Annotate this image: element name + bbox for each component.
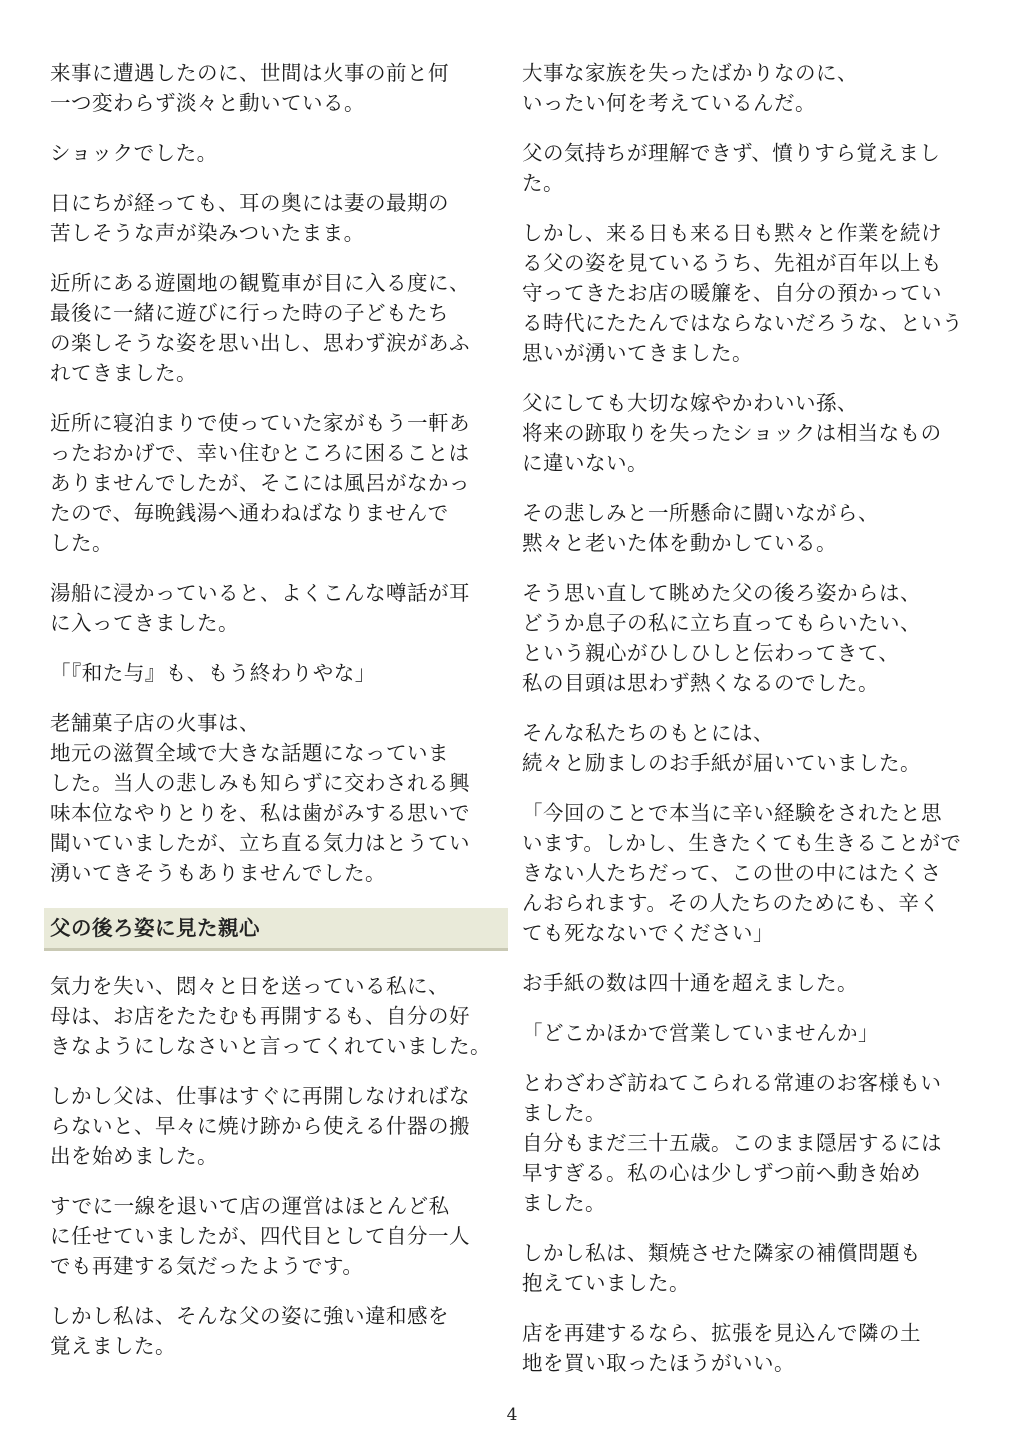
paragraph: 湯船に浸かっていると、よくこんな噂話が耳 に入ってきました。 bbox=[50, 581, 470, 635]
paragraph: お手紙の数は四十通を超えました。 bbox=[522, 971, 858, 995]
paragraph: 気力を失い、悶々と日を送っている私に、 母は、お店をたたむも再開するも、自分の好 きなようにしなさいと言ってくれていました。 bbox=[50, 974, 491, 1058]
paragraph: 店を再建するなら、拡張を見込んで隣の土 地を買い取ったほうがいい。 bbox=[522, 1321, 921, 1375]
paragraph: 近所に寝泊まりで使っていた家がもう一軒あ ったおかげで、幸い住むところに困ることは ありませんでしたが、そこには風呂がなかっ たので、毎晩銭湯へ通わねばなりませんで した。 bbox=[50, 411, 470, 555]
paragraph: しかし父は、仕事はすぐに再開しなければな らないと、早々に焼け跡から使える什器の搬 出を始めました。 bbox=[50, 1084, 470, 1168]
quote-paragraph: 「今回のことで本当に辛い経験をされたと思 います。しかし、生きたくても生きることがで きない人たちだって、この世の中にはたくさ んおられます。その人たちのためにも、辛く ても死なないでください」 bbox=[522, 801, 962, 945]
paragraph: ショックでした。 bbox=[50, 141, 218, 165]
paragraph: 父にしても大切な嫁やかわいい孫、 将来の跡取りを失ったショックは相当なもの に違いない。 bbox=[522, 391, 942, 475]
paragraph: 父の気持ちが理解できず、憤りすら覚えまし た。 bbox=[522, 141, 941, 195]
paragraph: 大事な家族を失ったばかりなのに、 いったい何を考えているんだ。 bbox=[522, 61, 858, 115]
paragraph: 日にちが経っても、耳の奥には妻の最期の 苦しそうな声が染みついたまま。 bbox=[50, 191, 449, 245]
paragraph: その悲しみと一所懸命に闘いながら、 黙々と老いた体を動かしている。 bbox=[522, 501, 879, 555]
paragraph: すでに一線を退いて店の運営はほとんど私 に任せていましたが、四代目として自分一人 でも再建する気だったようです。 bbox=[50, 1194, 470, 1278]
left-column bbox=[50, 58, 502, 1381]
paragraph: そう思い直して眺めた父の後ろ姿からは、 どうか息子の私に立ち直ってもらいたい、 という親心がひしひしと伝わってきて、 私の目頭は思わず熱くなるのでした。 bbox=[522, 581, 921, 695]
quote-paragraph: 「どこかほかで営業していませんか」 bbox=[522, 1021, 879, 1045]
paragraph: 近所にある遊園地の観覧車が目に入る度に、 最後に一緒に遊びに行った時の子どもたち の楽しそうな姿を思い出し、思わず涙があふ れてきました。 bbox=[50, 271, 470, 385]
paragraph: しかし私は、そんな父の姿に強い違和感を 覚えました。 bbox=[50, 1304, 449, 1358]
right-column bbox=[522, 58, 974, 1398]
paragraph: とわざわざ訪ねてこられる常連のお客様もい ました。 自分もまだ三十五歳。このまま隠居するには 早すぎる。私の心は少しずつ前へ動き始め ました。 bbox=[522, 1071, 942, 1215]
section-heading: 父の後ろ姿に見た親心 bbox=[44, 908, 508, 951]
paragraph: 来事に遭遇したのに、世間は火事の前と何 一つ変わらず淡々と動いている。 bbox=[50, 61, 449, 115]
paragraph: そんな私たちのもとには、 続々と励ましのお手紙が届いていました。 bbox=[522, 721, 921, 775]
paragraph: しかし、来る日も来る日も黙々と作業を続け る父の姿を見ているうち、先祖が百年以上も 守ってきたお店の暖簾を、自分の預かってい る時代にたたんではならないだろうな、という 思いが湧いてきました。 bbox=[522, 221, 963, 365]
page-number: 4 bbox=[506, 1405, 518, 1425]
paragraph: しかし私は、類焼させた隣家の補償問題も 抱えていました。 bbox=[522, 1241, 921, 1295]
quote-paragraph: 「『和た与』も、もう終わりやな」 bbox=[50, 661, 376, 685]
paragraph: 老舗菓子店の火事は、 地元の滋賀全域で大きな話題になっていま した。当人の悲しみも知らずに交わされる興 味本位なやりとりを、私は歯がみする思いで 聞いていましたが、立ち直る気力はとうてい 湧いてきそうもありませんでした。 bbox=[50, 711, 470, 885]
